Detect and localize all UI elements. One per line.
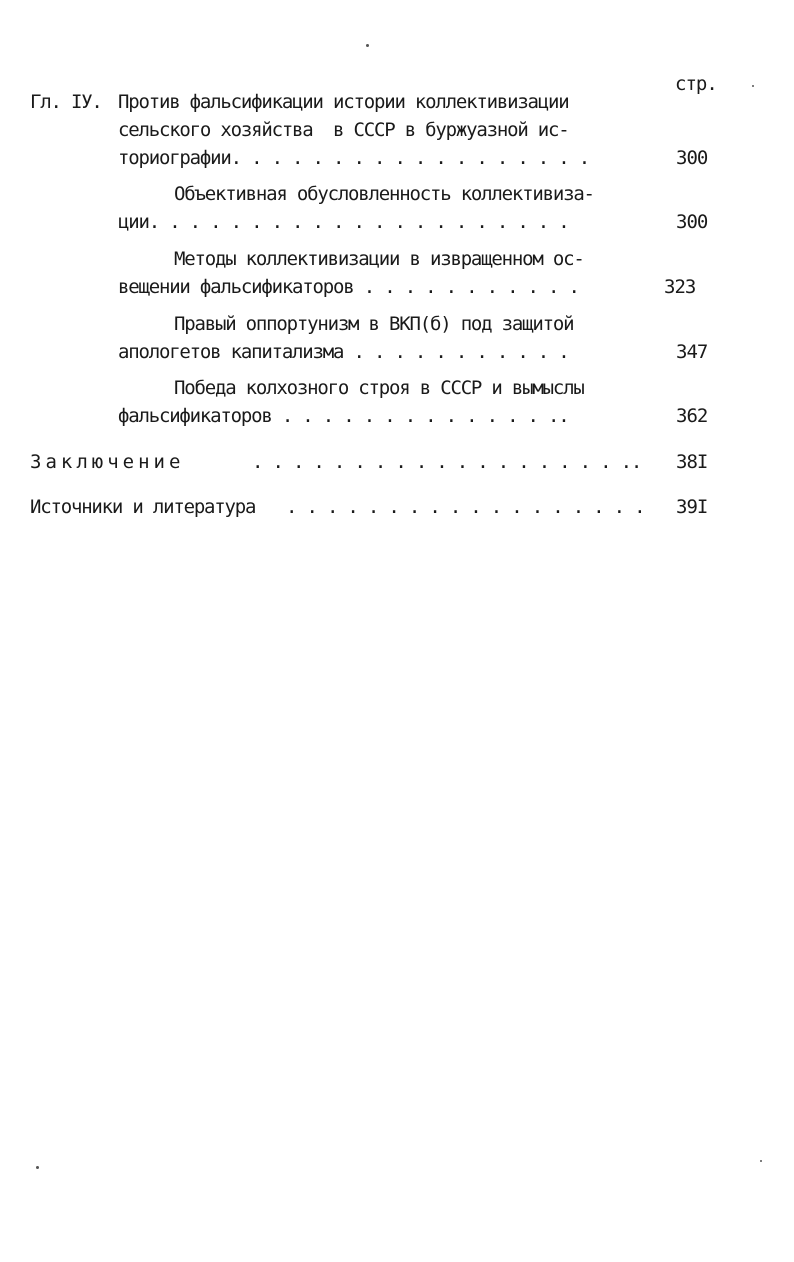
section-3-page-number: 347 (676, 341, 708, 363)
sources-label: Источники и литература (30, 496, 256, 518)
chapter-prefix: Гл. IУ. (30, 91, 102, 113)
scan-speck (752, 85, 754, 87)
section-2-line-2: вещении фальсификаторов . . . . . . . . . . . (118, 276, 579, 298)
section-2-page-number: 323 (664, 276, 696, 298)
section-4-page-number: 362 (676, 405, 708, 427)
chapter-title-line-1: Против фальсификации истории коллективизации (118, 91, 569, 113)
scan-speck (760, 1160, 762, 1162)
conclusion-label: Заключение (30, 451, 185, 473)
section-2-line-1: Методы коллективизации в извращенном ос- (174, 248, 584, 270)
section-4-line-1: Победа колхозного строя в СССР и вымыслы (174, 377, 584, 399)
chapter-page-number: 300 (676, 147, 708, 169)
scan-speck (36, 1166, 39, 1169)
section-1-line-1: Объективная обусловленность коллективиза- (174, 183, 594, 205)
section-1-line-2: ции. . . . . . . . . . . . . . . . . . . . . (118, 211, 569, 233)
section-3-line-2: апологетов капитализма . . . . . . . . . . . (118, 341, 569, 363)
chapter-title-line-3: ториографии. . . . . . . . . . . . . . . . . . (118, 147, 589, 169)
section-3-line-1: Правый оппортунизм в ВКП(б) под защитой (174, 313, 574, 335)
page-column-label: стр. (675, 73, 717, 95)
sources-dots: . . . . . . . . . . . . . . . . . . (286, 496, 645, 518)
chapter-title-line-2: сельского хозяйства в СССР в буржуазной ис- (118, 119, 569, 141)
section-1-page-number: 300 (676, 211, 708, 233)
conclusion-dots: . . . . . . . . . . . . . . . . . . .. (252, 451, 642, 473)
sources-page-number: 39I (676, 496, 708, 518)
section-4-line-2: фальсификаторов . . . . . . . . . . . . . .. (118, 405, 569, 427)
conclusion-page-number: 38I (676, 451, 708, 473)
scan-speck (366, 44, 369, 47)
